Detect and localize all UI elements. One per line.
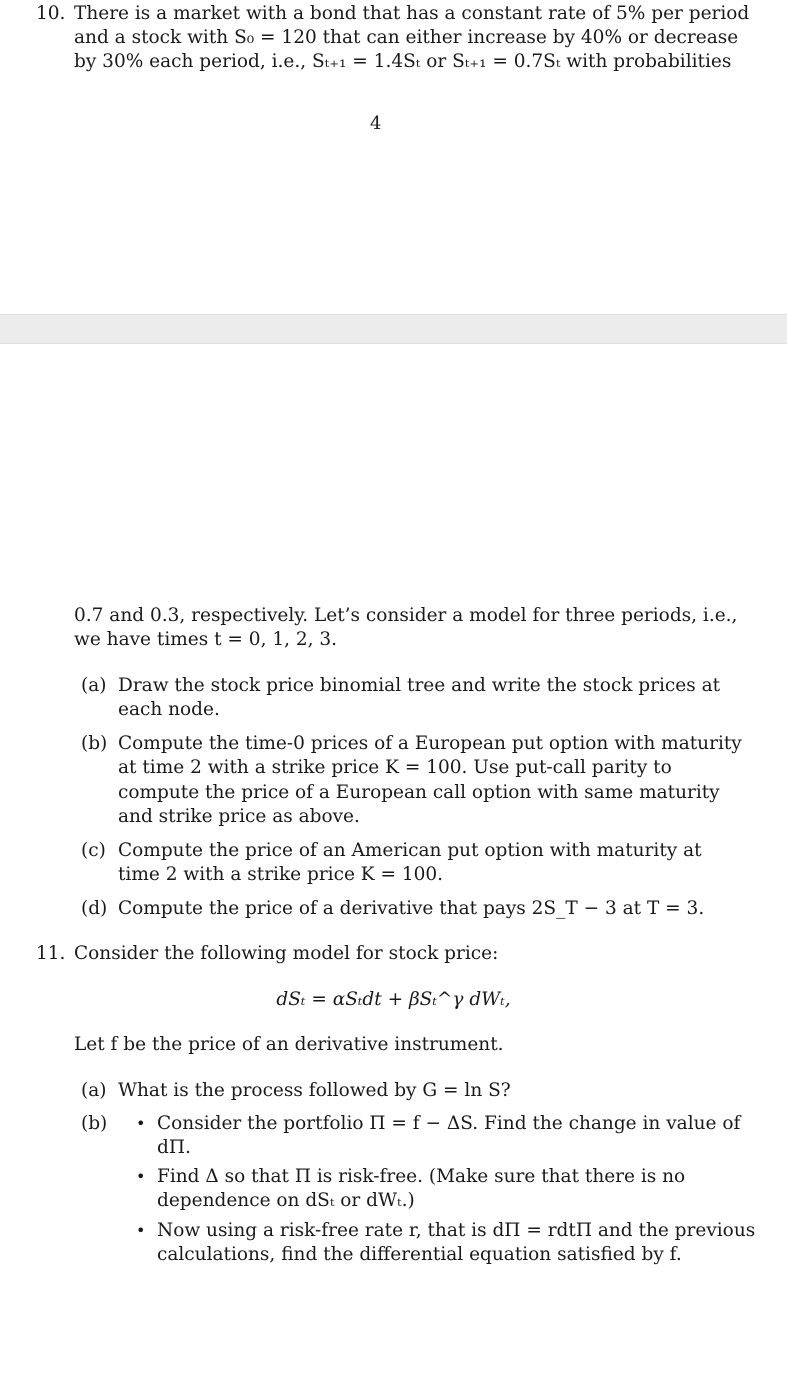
q10-line-1: There is a market with a bond that has a constant rate of 5% per period [74,3,750,24]
q10-part-d-label: (d) [81,898,108,919]
q11-let-f: Let f be the price of an derivative instrument. [74,1034,504,1055]
q10-part-a-label: (a) [81,675,107,696]
q10-part-c-line-2: time 2 with a strike price K = 100. [118,864,444,885]
q10-line-3: by 30% each period, i.e., Sₜ₊₁ = 1.4Sₜ or Sₜ₊₁ = 0.7Sₜ with probabilities [74,51,732,72]
q10-part-a-line-1: Draw the stock price binomial tree and write the stock prices at [118,675,721,696]
question-10-number: 10. [36,3,66,24]
q11-part-b-label: (b) [81,1113,108,1134]
q10-part-a-line-2: each node. [118,699,220,720]
q11-bullet-1-line-2: dΠ. [157,1137,191,1158]
bullet-3: • [136,1221,146,1240]
page-separator [0,314,787,344]
bullet-2: • [136,1167,146,1186]
question-11-number: 11. [36,943,66,964]
q10-part-b-label: (b) [81,733,108,754]
q10-continuation-2: we have times t = 0, 1, 2, 3. [74,629,338,650]
q10-continuation-1: 0.7 and 0.3, respectively. Let’s consider a model for three periods, i.e., [74,605,738,626]
q10-part-b-line-3: compute the price of a European call option with same maturity [118,782,720,803]
q10-part-b-line-1: Compute the time-0 prices of a European put option with maturity [118,733,742,754]
q11-part-a-label: (a) [81,1080,107,1101]
bullet-1: • [136,1114,146,1133]
q11-bullet-1-line-1: Consider the portfolio Π = f − ΔS. Find the change in value of [157,1113,741,1134]
q10-part-c-label: (c) [81,840,106,861]
q11-bullet-3-line-1: Now using a risk-free rate r, that is dΠ = rdtΠ and the previous [157,1220,756,1241]
q10-part-b-line-2: at time 2 with a strike price K = 100. Use put-call parity to [118,757,672,778]
q10-part-b-line-4: and strike price as above. [118,806,360,827]
q11-bullet-2-line-1: Find Δ so that Π is risk-free. (Make sure that there is no [157,1166,686,1187]
q10-part-c-line-1: Compute the price of an American put option with maturity at [118,840,702,861]
q11-intro: Consider the following model for stock price: [74,943,499,964]
q11-equation: dSₜ = αSₜdt + βSₜ^γ dWₜ, [276,989,511,1010]
q11-part-a-text: What is the process followed by G = ln S? [118,1080,511,1101]
q11-bullet-2-line-2: dependence on dSₜ or dWₜ.) [157,1190,415,1211]
q10-line-2: and a stock with S₀ = 120 that can either increase by 40% or decrease [74,27,739,48]
page-number: 4 [370,113,382,134]
q10-part-d-line-1: Compute the price of a derivative that pays 2S_T − 3 at T = 3. [118,898,705,919]
q11-bullet-3-line-2: calculations, find the differential equation satisfied by f. [157,1244,682,1265]
